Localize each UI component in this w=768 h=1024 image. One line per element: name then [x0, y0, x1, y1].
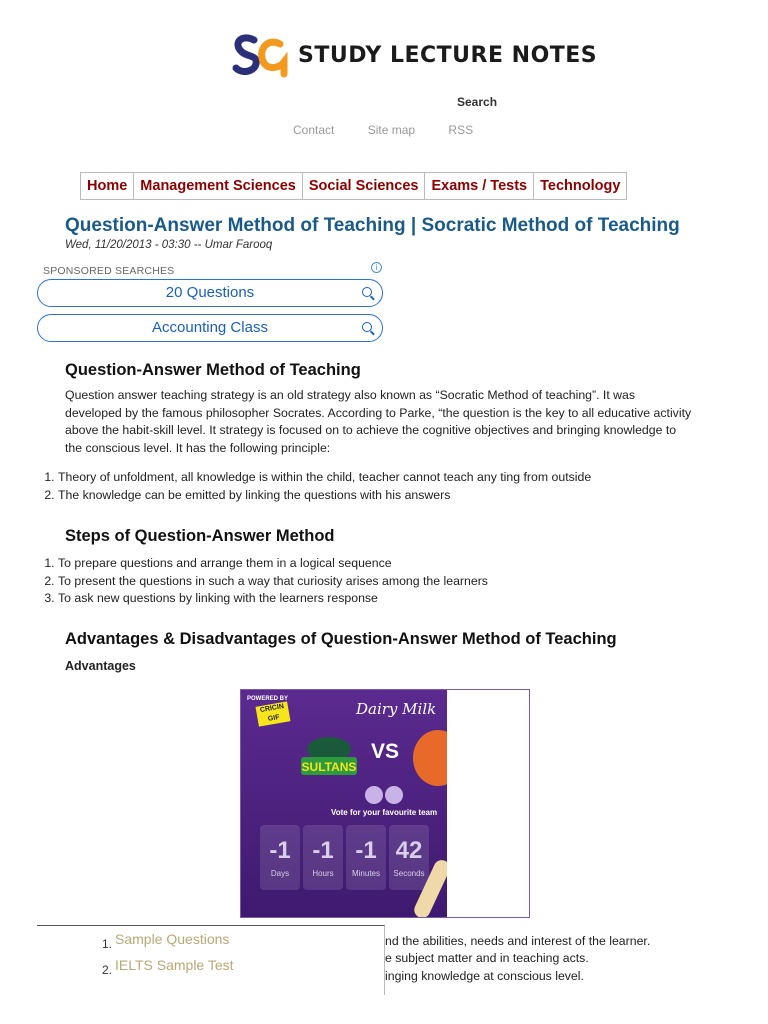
nav-item-social-sciences[interactable]: Social Sciences [303, 173, 426, 199]
partial-text-line: e subject matter and in teaching acts. [385, 951, 589, 965]
countdown-cell [303, 825, 343, 890]
thumbs-up-icon[interactable] [365, 786, 383, 804]
ad-vs: VS [371, 740, 400, 763]
sponsored-search-button[interactable] [37, 314, 383, 342]
list-item: 2. To present the questions in such a way that curiosity arises among the learners [58, 573, 488, 591]
section-heading: Advantages & Disadvantages of Question-Answer Method of Teaching [65, 630, 617, 648]
partial-text-line: nd the abilities, needs and interest of the learner. [385, 934, 651, 948]
ad-vote-icons [365, 786, 405, 809]
site-name: STUDY LECTURE NOTES [298, 42, 598, 68]
ad-powered-by: POWERED BY [247, 696, 289, 702]
countdown-unit: Days [270, 869, 290, 878]
search-link[interactable]: Search [457, 95, 498, 109]
advantages-label: Advantages [65, 659, 136, 673]
related-search-link[interactable]: IELTS Sample Test [115, 957, 234, 973]
sponsored-search-button[interactable] [37, 279, 383, 307]
nav-item-home[interactable]: Home [81, 173, 134, 199]
section-paragraph: Question answer teaching strategy is an old strategy also known as “Socratic Method of teaching”. It was developed by the famous philosopher Socrates. According to Parke, “the question is the key to all educative activity above the habit-skill level. It strategy is focused on to achieve the cognitive objectives and bringing knowledge to the conscious level. It has the following principle: [65, 388, 692, 455]
countdown-unit: Hours [312, 869, 334, 878]
thumbs-up-icon[interactable] [385, 786, 403, 804]
section-heading: Steps of Question-Answer Method [65, 527, 335, 545]
steps-list [0, 555, 488, 608]
list-item: 1. Theory of unfoldment, all knowledge is within the child, teacher cannot teach any ting from outside [58, 469, 591, 487]
ad-team-name: SULTANS [301, 760, 357, 774]
sitemap-link[interactable]: Site map [367, 123, 416, 137]
logo-mark-icon [232, 32, 294, 78]
partial-text-line: inging knowledge at conscious level. [385, 969, 584, 983]
search-icon [362, 322, 372, 332]
section-heading: Question-Answer Method of Teaching [65, 361, 361, 379]
ad-cricin-logo: CRICIN GIF [256, 701, 291, 726]
countdown-cell [260, 825, 300, 890]
top-links [293, 123, 503, 137]
ad-brand: Dairy Milk [356, 700, 437, 718]
nav-item-management-sciences[interactable]: Management Sciences [134, 173, 303, 199]
related-search-link[interactable]: Sample Questions [115, 931, 230, 947]
rss-link[interactable]: RSS [448, 123, 474, 137]
countdown-value: -1 [355, 837, 377, 864]
list-item: 1. To prepare questions and arrange them in a logical sequence [58, 555, 488, 573]
countdown-value: -1 [312, 837, 334, 864]
nav-item-exams-tests[interactable]: Exams / Tests [425, 173, 534, 199]
list-item: 2. The knowledge can be emitted by linking the questions with his answers [58, 487, 591, 505]
countdown-unit: Minutes [351, 869, 380, 878]
countdown-value: -1 [269, 837, 291, 864]
advertisement-banner[interactable] [240, 689, 530, 918]
ad-info-icon[interactable]: i [371, 262, 382, 273]
ad-vote-text: Vote for your favourite team [331, 808, 438, 817]
ad-team-logo-2 [413, 730, 447, 786]
countdown-cell [346, 825, 386, 890]
sponsored-search-label: Accounting Class [152, 319, 268, 336]
site-logo[interactable] [232, 32, 597, 78]
search-icon [362, 287, 372, 297]
countdown-value: 42 [395, 837, 423, 864]
main-nav [80, 172, 627, 200]
countdown-cell [389, 825, 429, 890]
related-searches-popup [37, 925, 385, 995]
ad-countdown [260, 825, 432, 890]
list-number: 1. [102, 937, 113, 951]
page-title: Question-Answer Method of Teaching | Socratic Method of Teaching [65, 215, 680, 236]
nav-item-technology[interactable]: Technology [540, 178, 621, 194]
post-meta: Wed, 11/20/2013 - 03:30 -- Umar Farooq [65, 239, 273, 251]
list-item: 3. To ask new questions by linking with the learners response [58, 590, 488, 608]
countdown-unit: Seconds [393, 869, 425, 878]
sponsored-search-label: 20 Questions [165, 284, 255, 301]
sponsored-label: SPONSORED SEARCHES [43, 265, 175, 277]
ad-team-logo [297, 733, 361, 779]
contact-link[interactable]: Contact [293, 123, 335, 137]
list-number: 2. [102, 963, 113, 977]
principles-list [0, 469, 591, 504]
ad-panel [241, 690, 447, 917]
